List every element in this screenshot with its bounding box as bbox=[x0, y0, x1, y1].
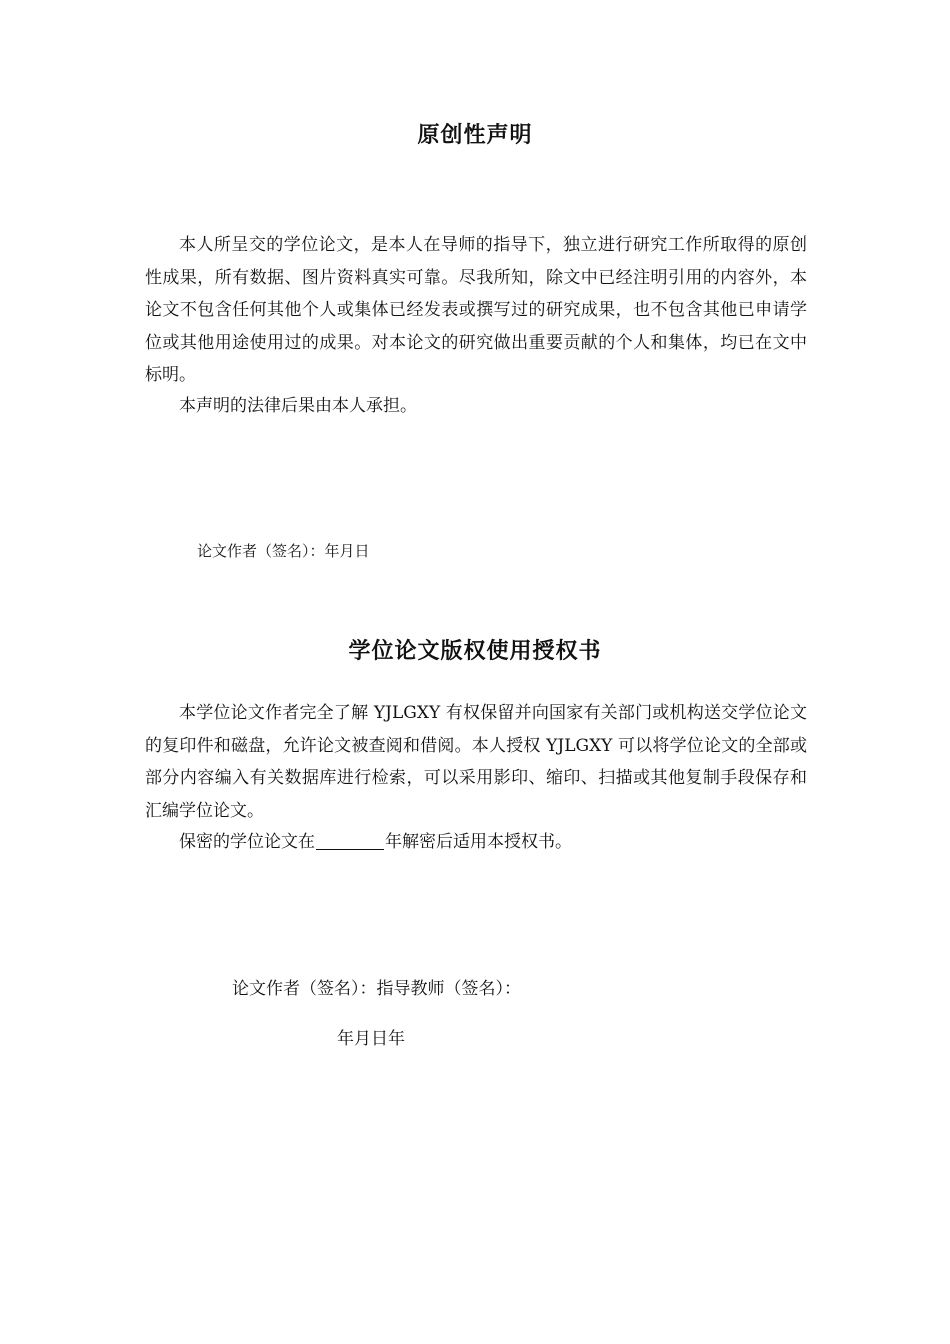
confidentiality-text-before: 保密的学位论文在 bbox=[179, 832, 315, 852]
confidentiality-paragraph bbox=[145, 826, 807, 859]
declaration-liability-paragraph: 本声明的法律后果由本人承担。 bbox=[179, 396, 417, 416]
authorization-title: 学位论文版权使用授权书 bbox=[348, 639, 602, 664]
declaration-title: 原创性声明 bbox=[417, 123, 533, 148]
authorization-signature-line: 论文作者（签名）：指导教师（签名）： bbox=[232, 979, 521, 999]
authorization-paragraph: 本学位论文作者完全了解 YJLGXY 有权保留并向国家有关部门或机构送交学位论文的复印件和磁盘，允许论文被查阅和借阅。本人授权 YJLGXY 可以将学位论文的全部或部分内容编入有关数据库进行检索，可以采用影印、缩印、扫描或其他复制手段保存和汇编学位论文。 bbox=[145, 703, 807, 821]
authorization-date-line: 年月日年 bbox=[337, 1029, 405, 1049]
declaration-signature-line: 论文作者（签名）：年月日 bbox=[197, 542, 370, 560]
declaration-paragraph: 本人所呈交的学位论文，是本人在导师的指导下，独立进行研究工作所取得的原创性成果，所有数据、图片资料真实可靠。尽我所知，除文中已经注明引用的内容外，本论文不包含任何其他个人或集体已经发表或撰写过的研究成果，也不包含其他已申请学位或其他用途使用过的成果。对本论文的研究做出重要贡献的个人和集体，均已在文中标明。 bbox=[145, 235, 807, 385]
confidentiality-text-after: 年解密后适用本授权书。 bbox=[385, 832, 572, 852]
year-blank-field bbox=[316, 831, 384, 850]
